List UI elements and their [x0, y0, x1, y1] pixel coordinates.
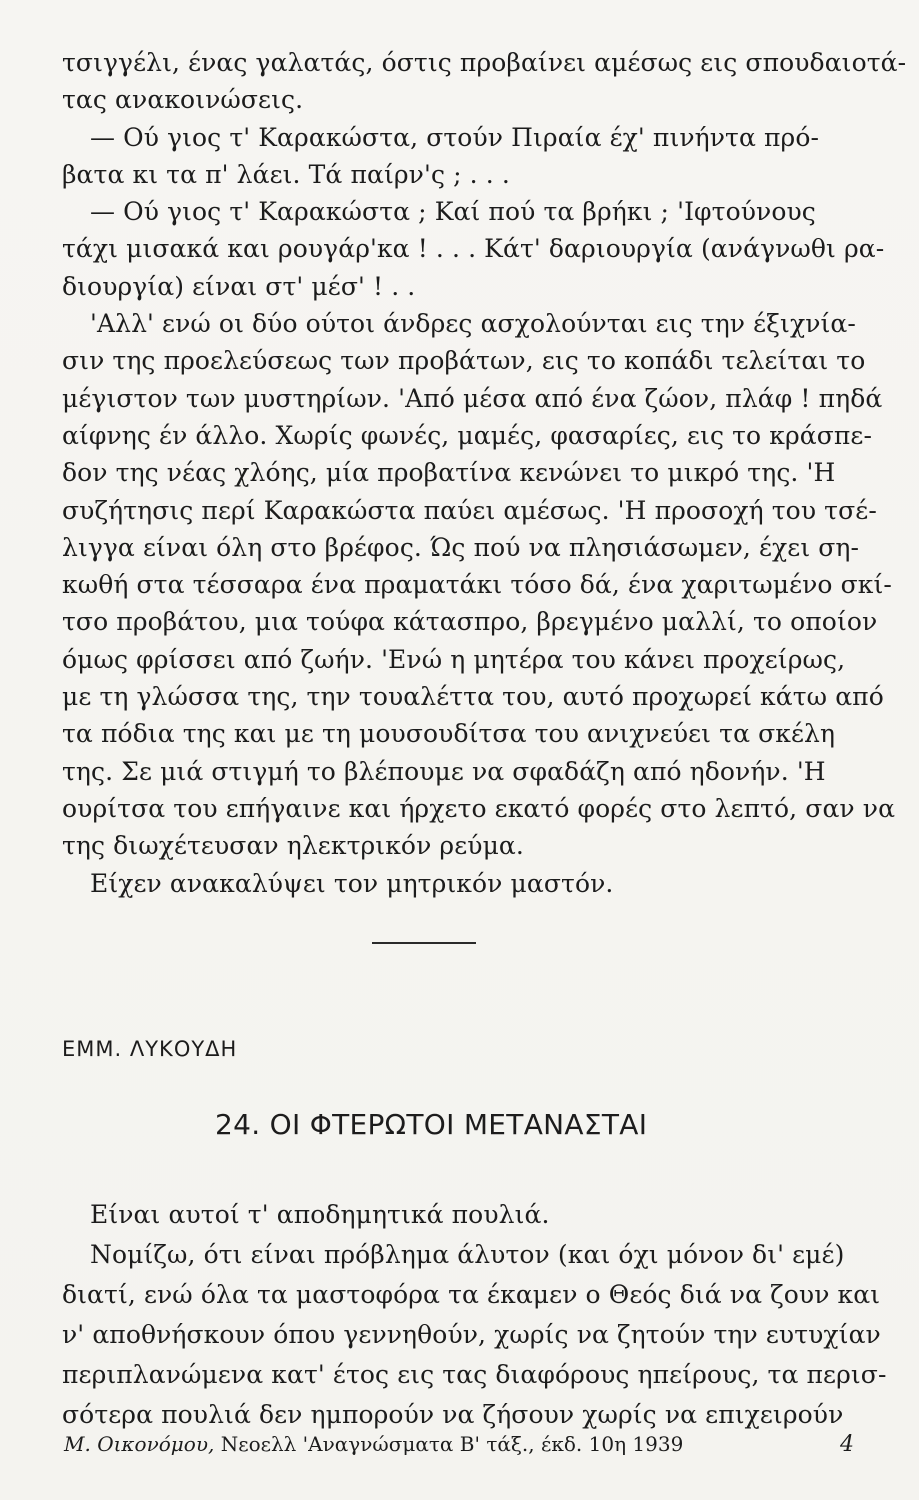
text-line: — Ού γιος τ' Καρακώστα, στούν Πιραία έχ' πινήντα πρό- [90, 122, 820, 152]
text-line: της διωχέτευσαν ηλεκτρικόν ρεύμα. [62, 831, 524, 861]
text-line: τάχι μισακά και ρουγάρ'κα ! . . . Κάτ' δαριουργία (ανάγνωθι ρα- [62, 234, 885, 264]
text-line: τσο προβάτου, μια τούφα κάτασπρο, βρεγμένο μαλλί, το οποίον [62, 607, 878, 637]
text-line: Νομίζω, ότι είναι πρόβλημα άλυτον (και όχι μόνον δι' εμέ) [90, 1240, 845, 1269]
author-name: ΕΜΜ. ΛΥΚΟΥΔΗ [62, 1037, 238, 1061]
text-line: κωθή στα τέσσαρα ένα πραματάκι τόσο δά, ένα χαριτωμένο σκί- [62, 570, 892, 600]
text-line: ν' αποθνήσκουν όπου γεννηθούν, χωρίς να ζητούν την ευτυχίαν [62, 1320, 881, 1349]
text-line: βατα κι τα π' λάει. Τά παίρν'ς ; . . . [62, 159, 510, 189]
text-line: τας ανακοινώσεις. [62, 85, 304, 115]
footer-author: Μ. Οικονόμου, [64, 1432, 215, 1456]
text-line: λιγγα είναι όλη στο βρέφος. Ώς πού να πλησιάσωμεν, έχει ση- [62, 532, 860, 562]
text-line: — Ού γιος τ' Καρακώστα ; Καί πού τα βρήκι ; 'Ιφτούνους [90, 197, 816, 227]
text-line: ουρίτσα του επήγαινε και ήρχετο εκατό φορές στο λεπτό, σαν να [62, 793, 896, 823]
text-line: σιν της προελεύσεως των προβάτων, εις το κοπάδι τελείται το [62, 346, 866, 376]
section-divider [372, 942, 476, 944]
text-line: της. Σε μιά στιγμή το βλέπουμε να σφαδάζη από ηδονήν. 'Η [62, 756, 826, 786]
text-line: τσιγγέλι, ένας γαλατάς, όστις προβαίνει αμέσως εις σπουδαιοτά- [62, 48, 907, 77]
text-line: περιπλανώμενα κατ' έτος εις τας διαφόρους ηπείρους, τα περισ- [62, 1360, 887, 1389]
text-line: μέγιστον των μυστηρίων. 'Από μέσα από ένα ζώον, πλάφ ! πηδά [62, 383, 883, 413]
page-number: 4 [840, 1432, 854, 1457]
chapter-heading: 24. ΟΙ ΦΤΕΡΩΤΟΙ ΜΕΤΑΝΑΣΤΑΙ [215, 1108, 648, 1141]
text-line: αίφνης έν άλλο. Χωρίς φωνές, μαμές, φασαρίες, εις το κράσπε- [62, 420, 873, 450]
text-line: Είχεν ανακαλύψει τον μητρικόν μαστόν. [90, 868, 614, 898]
body-text-upper [62, 44, 907, 902]
text-line: 'Αλλ' ενώ οι δύο ούτοι άνδρες ασχολούνται εις την έξιχνία- [90, 309, 856, 339]
text-line: Είναι αυτοί τ' αποδημητικά πουλιά. [90, 1200, 550, 1229]
text-line: τα πόδια της και με τη μουσουδίτσα του ανιχνεύει τα σκέλη [62, 719, 836, 749]
text-line: με τη γλώσσα της, την τουαλέττα του, αυτό προχωρεί κάτω από [62, 682, 884, 712]
text-line: σότερα πουλιά δεν ημπορούν να ζήσουν χωρίς να επιχειρούν [62, 1400, 844, 1429]
text-line: συζήτησις περί Καρακώστα παύει αμέσως. 'Η προσοχή του τσέ- [62, 495, 877, 525]
text-line: δον της νέας χλόης, μία προβατίνα κενώνει το μικρό της. 'Η [62, 458, 836, 488]
text-line: διουργία) είναι στ' μέσ' ! . . [62, 271, 416, 301]
footer-source: Νεοελλ 'Αναγνώσματα Β' τάξ., έκδ. 10η 1939 [220, 1432, 684, 1456]
text-line: όμως φρίσσει από ζωήν. 'Ενώ η μητέρα του κάνει προχείρως, [62, 644, 846, 674]
text-line: διατί, ενώ όλα τα μαστοφόρα τα έκαμεν ο Θεός διά να ζουν και [62, 1280, 881, 1309]
page-footer [64, 1432, 854, 1456]
body-text-lower [62, 1195, 887, 1435]
